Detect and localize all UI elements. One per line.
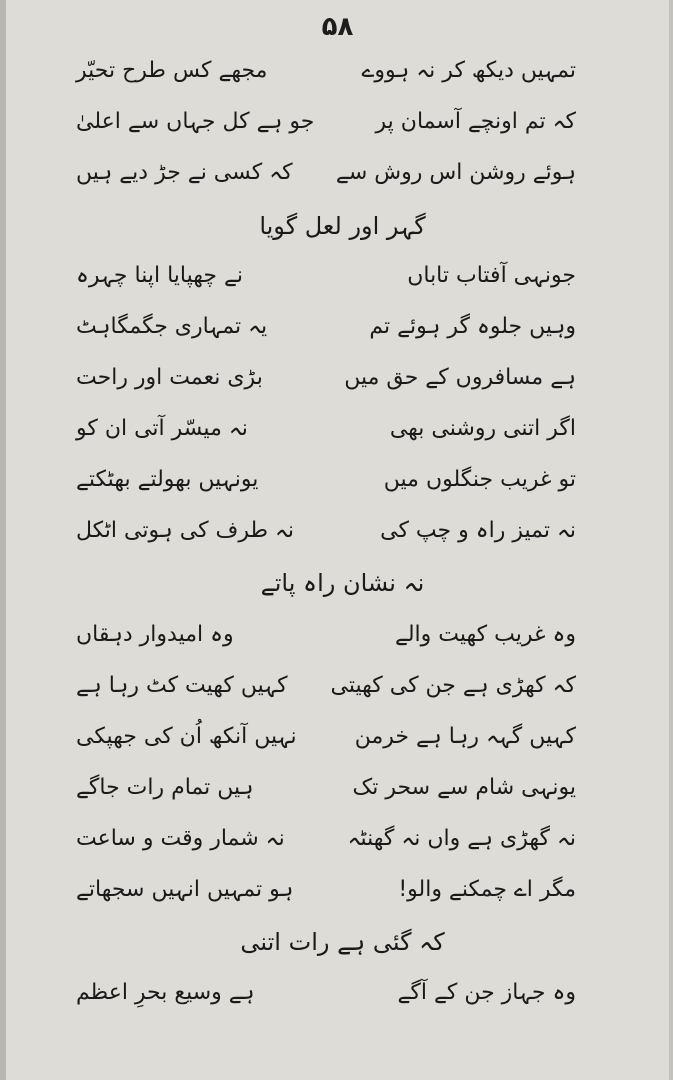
verse-line [76,775,576,801]
verse-second-half: بڑی نعمت اور راحت [76,365,263,390]
verse-line [76,673,576,699]
verse-line [76,622,576,648]
verse-line [76,826,576,852]
verse-first-half: مگر اے چمکنے والو! [398,877,576,902]
verse-second-half: کہ کسی نے جڑ دیے ہیں [76,160,293,185]
verse-first-half: جونہی آفتاب تاباں [407,263,576,288]
page-number: ۵۸ [321,12,354,42]
verse-first-half: اگر اتنی روشنی بھی [389,416,576,441]
verse-second-half: نے چھپایا اپنا چہرہ [76,263,243,288]
verse-first-half: یونہی شام سے سحر تک [352,775,576,800]
verse-first-half: وہ جہاز جن کے آگے [397,980,576,1005]
couplet-heading: کہ گئی ہے رات اتنی [240,928,445,956]
verse-first-half: ہے مسافروں کے حق میں [344,365,576,390]
verse-first-half: کہ کھڑی ہے جن کی کھیتی [330,673,576,698]
verse-second-half: نہ میسّر آتی ان کو [76,416,248,441]
verse-line [76,58,576,84]
couplet-heading: نہ نشان راہ پاتے [260,569,425,597]
verse-second-half: نہ طرف کی ہوتی اٹکل [76,518,295,543]
verse-first-half: وہیں جلوہ گر ہوئے تم [369,314,576,339]
couplet-heading: گہر اور لعل گویا [259,212,426,240]
verse-second-half: ہیں تمام رات جاگے [76,775,254,800]
verse-line [76,518,576,544]
verse-second-half: کہیں کھیت کٹ رہا ہے [76,673,288,698]
verse-line [76,109,576,135]
verse-second-half: مجھے کس طرح تحیّر [76,58,268,83]
verse-second-half: یونہیں بھولتے بھٹکتے [76,467,259,492]
verse-line [76,467,576,493]
verse-line [76,416,576,442]
verse-first-half: نہ گھڑی ہے واں نہ گھنٹہ [347,826,576,851]
verse-first-half: وہ غریب کھیت والے [394,622,576,647]
verse-line [76,724,576,750]
verse-second-half: نہیں آنکھ اُن کی جھپکی [76,724,297,749]
verse-second-half: وہ امیدوار دہقاں [76,622,234,647]
verse-second-half: نہ شمار وقت و ساعت [76,826,285,851]
verse-line [76,263,576,289]
verse-second-half: یہ تمہاری جگمگاہٹ [76,314,268,339]
verse-second-half: ہے وسیع بحرِ اعظم [76,980,255,1005]
verse-line [76,365,576,391]
verse-first-half: تو غریب جنگلوں میں [383,467,576,492]
verse-first-half: کہ تم اونچے آسمان پر [375,109,576,134]
verse-line [76,160,576,186]
verse-first-half: ہوئے روشن اس روش سے [335,160,576,185]
verse-second-half: ہو تمہیں انہیں سجھاتے [76,877,294,902]
verse-first-half: نہ تمیز راہ و چپ کی [380,518,576,543]
verse-first-half: تمہیں دیکھ کر نہ ہووے [361,58,576,83]
verse-line [76,877,576,903]
verse-line [76,314,576,340]
verse-line [76,980,576,1006]
verse-second-half: جو ہے کل جہاں سے اعلیٰ [76,109,315,134]
verse-first-half: کہیں گہہ رہا ہے خرمن [354,724,576,749]
